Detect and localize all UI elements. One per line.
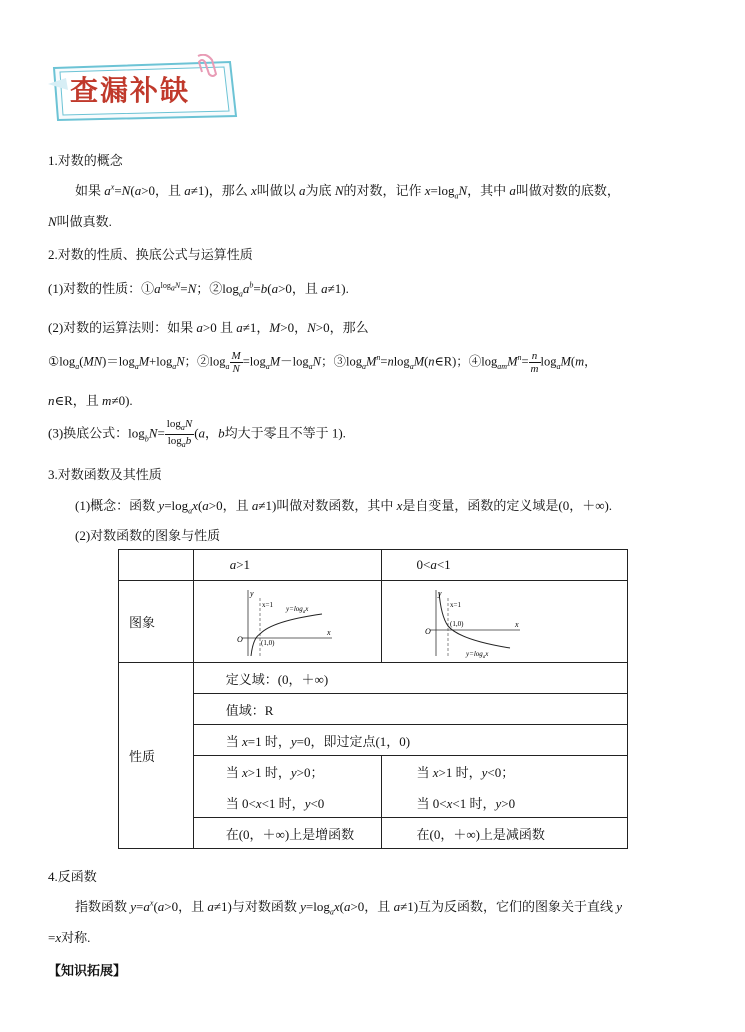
change-of-base-formula: (3)换底公式：$\log_bN=$ $\frac{\log_aN}{\log_ab}$ (a，b均大于零且不等于 1). xyxy=(48,418,346,450)
log-rules-condition: n∈R，且 m≠0). xyxy=(48,393,133,408)
definition-line-1: 如果 $a^x=N(a>0$，且 a≠1)，那么 x叫做以 a为底 N的对数，记作 $x=\log_aN$，其中 a叫做对数的底数， xyxy=(75,182,620,201)
log-function-concept: (1)概念：函数 $y=\log_ax(a>0$，且 a≠1)叫做对数函数，其中 x是自变量，函数的定义域是(0，＋∞). xyxy=(75,498,613,516)
row-label-properties: 性质 xyxy=(119,663,194,849)
prop-domain: 定义域：(0，＋∞) xyxy=(193,663,627,694)
graph-point-label: (1,0) xyxy=(450,619,464,628)
inverse-function-line-2: =x对称. xyxy=(48,930,91,945)
prop-sign-right-1: 当 x>1 时，y<0； xyxy=(382,756,628,788)
graph-asym-label: x=1 xyxy=(450,600,462,609)
log-rules-formulas: $①\log_a(MN)=\log_aM+\log_aN$；$②\log_a$ $\frac{M}{N}$ $=\log_aM-\log_aN$；$③\log_aM^n=nlog_aM(n\in R)$；$④\log_{am}M^n=$ $\frac{n}{m}$ $\log_aM(m$， xyxy=(48,350,597,375)
section-heading-3: 3.对数函数及其性质 xyxy=(48,467,162,482)
graph-curve-label: $y=\log_ax$ xyxy=(285,604,309,615)
row-label-graph: 图象 xyxy=(119,581,194,663)
prop-monotonic-right: 在(0，＋∞)上是减函数 xyxy=(382,818,628,849)
graph-origin-label: O xyxy=(425,626,432,636)
graph-y-label: y xyxy=(249,588,254,598)
table-corner-cell xyxy=(119,550,194,581)
log-function-table xyxy=(118,549,628,849)
banner-title: 查漏补缺 xyxy=(70,74,191,107)
graph-increasing-cell xyxy=(193,581,382,663)
section-banner xyxy=(48,54,240,124)
graph-curve-label: $y=\log_ax$ xyxy=(466,649,489,658)
graph-point-label: (1,0) xyxy=(260,638,275,647)
section-heading-4: 4.反函数 xyxy=(48,869,97,884)
prop-fixed-point: 当 x=1 时，y=0，即过定点(1，0) xyxy=(193,725,627,756)
graph-section-title: (2)对数函数的图象与性质 xyxy=(75,528,221,543)
graph-decreasing xyxy=(420,586,530,658)
prop-sign-right-2: 当 0<x<1 时，y>0 xyxy=(382,788,628,818)
graph-x-label: x xyxy=(515,619,520,629)
graph-origin-label: O xyxy=(236,634,243,644)
graph-decreasing-cell xyxy=(382,581,628,663)
knowledge-extension-label: 【知识拓展】 xyxy=(48,963,127,978)
prop-sign-left-2: 当 0<x<1 时，y<0 xyxy=(193,788,382,818)
graph-y-label: y xyxy=(438,588,443,598)
prop-sign-left-1: 当 x>1 时，y>0； xyxy=(193,756,382,788)
graph-asym-label: x=1 xyxy=(261,600,273,609)
inverse-function-line-1: 指数函数 $y=a^x(a>0$，且 a≠1)与对数函数 $y=\log_ax(a>0$，且 a≠1)互为反函数，它们的图象关于直线 y xyxy=(75,898,623,917)
log-rules-intro: (2)对数的运算法则：如果 a>0 且 a≠1，M>0，N>0，那么 xyxy=(48,320,369,335)
graph-x-label: x xyxy=(326,627,331,637)
section-heading-1: 1.对数的概念 xyxy=(48,153,123,168)
definition-line-2: N叫做真数. xyxy=(48,214,112,229)
header-a-between-0-1: 0<a<1 xyxy=(382,550,628,581)
prop-range: 值域：R xyxy=(193,694,627,725)
header-a-greater-1: a>1 xyxy=(193,550,382,581)
graph-increasing xyxy=(232,586,342,658)
section-heading-2: 2.对数的性质、换底公式与运算性质 xyxy=(48,247,253,262)
log-properties-line: (1)对数的性质：$①a^{log_aN}=N$；$②\log_aa^b=b(a>0$，且 a≠1). xyxy=(48,280,349,299)
prop-monotonic-left: 在(0，＋∞)上是增函数 xyxy=(193,818,382,849)
